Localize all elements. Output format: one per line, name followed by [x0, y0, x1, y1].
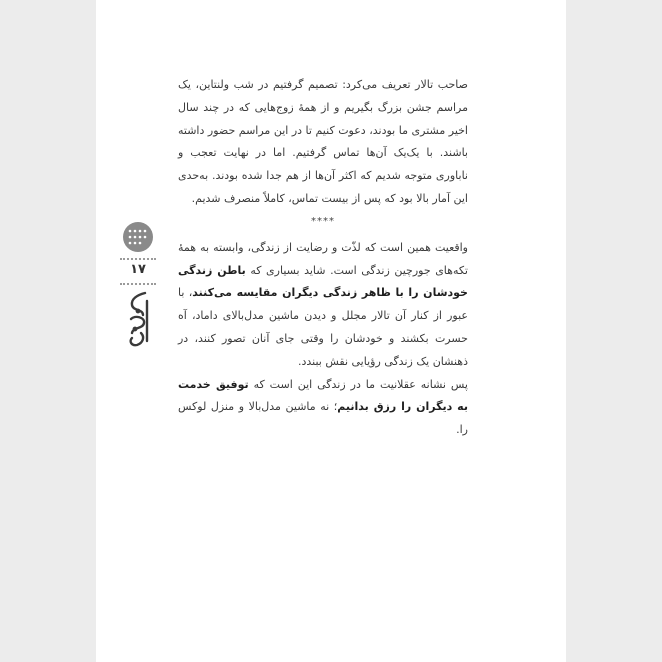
bold-text: باطن زندگی خودشان را با ظاهر زندگی دیگران مقایسه می‌کنند — [178, 263, 468, 300]
dots-circle-icon — [123, 222, 153, 252]
book-page — [96, 0, 566, 662]
divider — [120, 258, 156, 260]
page-number: ۱۷ — [130, 262, 146, 277]
text-run: ، با عبور از کنار آن تالار مجلل و دیدن ماشین مدل‌بالای داماد، آه حسرت بکشند و خودشان را وقتی جای آنان تصور کنند، در ذهنشان یک زندگی رؤیایی نقش ببندد. — [178, 286, 468, 368]
paragraph — [178, 237, 468, 374]
text-run: ؛ نه ماشین مدل‌بالا و منزل لوکس را. — [178, 400, 468, 437]
page-side-marker — [118, 222, 158, 349]
book-logo-icon — [123, 289, 153, 349]
bold-text: توفیق خدمت به دیگران را رزق بدانیم — [178, 377, 468, 414]
section-separator: **** — [311, 215, 335, 227]
text-run: واقعیت همین است که لذّت و رضایت از زندگی، وابسته به همهٔ تکه‌های جورچین زندگی است. شاید بسیاری که — [178, 240, 468, 277]
divider — [120, 283, 156, 285]
body-text — [178, 74, 468, 442]
paragraph — [178, 374, 468, 442]
text-run: پس نشانه عقلانیت ما در زندگی این است که — [248, 377, 468, 391]
paragraph: صاحب تالار تعریف می‌کرد: تصمیم گرفتیم در شب ولنتاین، یک مراسم جشن بزرگ بگیریم و از همهٔ زوج‌هایی که در چند سال اخیر مشتری ما بودند، دعوت کنیم تا در این مراسم حضور داشته باشند. با یک‌یک آن‌ها تماس گرفتیم. اما در نهایت تعجب و ناباوری متوجه شدیم که اکثر آن‌ها از هم جدا شده بودند. به‌حدی این آمار بالا بود که پس از بیست تماس، کاملاً منصرف شدیم. — [178, 78, 468, 205]
